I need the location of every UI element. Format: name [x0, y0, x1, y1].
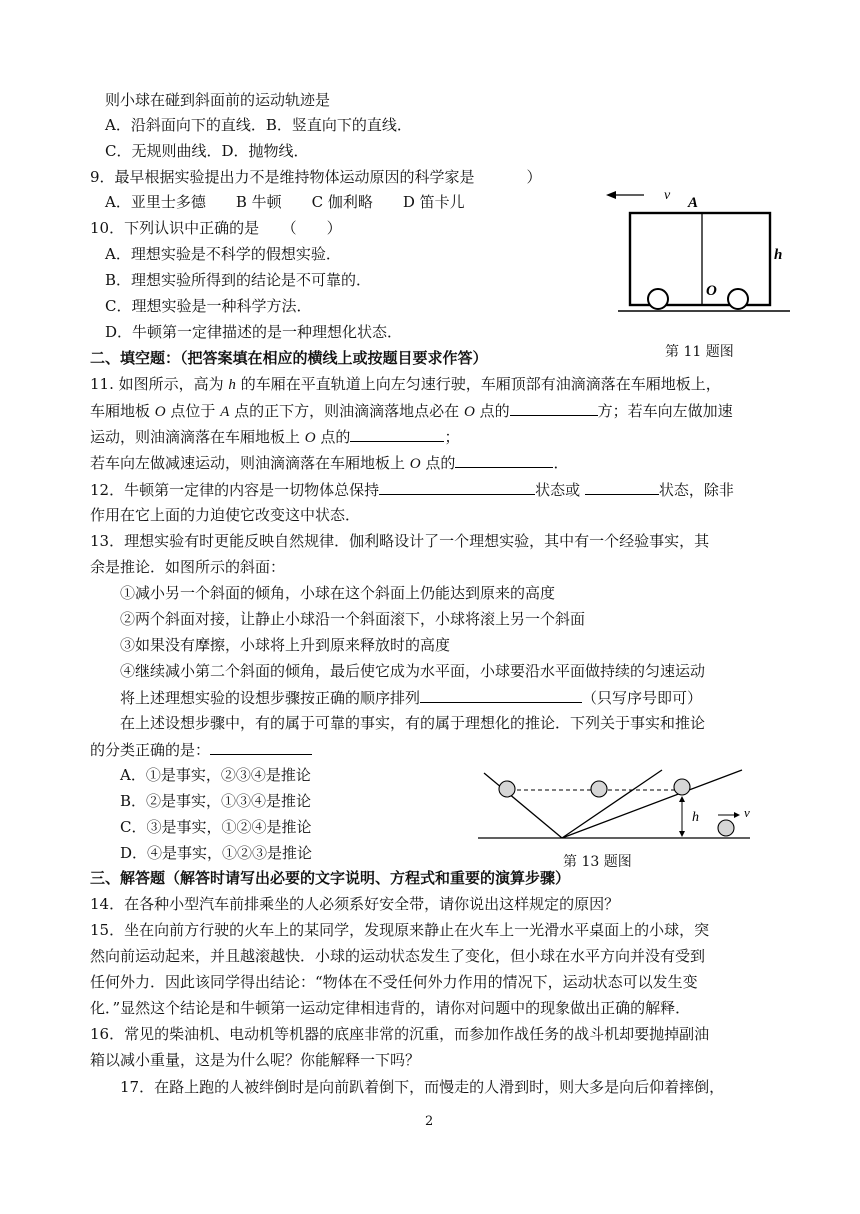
q13-step-2: ②两个斜面对接，让静止小球沿一个斜面滚下，小球将滚上另一个斜面: [120, 610, 586, 628]
q10-option-a: A．理想实验是不科学的假想实验．: [105, 245, 341, 263]
q9-stem: [90, 167, 542, 187]
section-3-heading: 三、解答题（解答时请写出必要的文字说明、方程式和重要的演算步骤）: [90, 869, 571, 887]
answer-blank: [585, 479, 659, 495]
q11-text: 点位于: [170, 402, 216, 420]
var-h: h: [228, 377, 236, 393]
var-O: O: [463, 404, 475, 420]
q13-option-b: B．②是事实，①③④是推论: [120, 792, 312, 810]
q10-option-d: D．牛顿第一定律描述的是一种理想化状态．: [105, 323, 403, 341]
q11-text: 车厢地板: [90, 402, 151, 420]
var-O: O: [154, 404, 166, 420]
velocity-arrow: [606, 191, 644, 199]
q13-option-a: A．①是事实，②③④是推论: [120, 766, 311, 784]
label-A: A: [688, 195, 699, 211]
ball-mid: [591, 781, 607, 797]
right-slope-steep: [562, 770, 662, 838]
figure-13-caption: 第 13 题图: [563, 854, 632, 870]
q11-text: 运动，则油滴滴落在车厢地板上: [90, 428, 301, 446]
q11-text: 11. 如图所示，高为: [90, 375, 224, 393]
q12-text: 12．牛顿第一定律的内容是一切物体总保持: [90, 481, 380, 499]
q8-options-cd: C．无规则曲线．D．抛物线．: [105, 142, 309, 160]
figure-11: [600, 183, 800, 343]
ball-far: [674, 779, 690, 795]
figure-13: [470, 765, 760, 855]
q12-text: 状态，除非: [658, 481, 734, 499]
q17-line1: 17．在路上跑的人被绊倒时是向前趴着倒下，而慢走的人滑到时，则大多是向后仰着摔倒，: [120, 1078, 725, 1096]
answer-blank: [420, 687, 582, 703]
var-A: A: [220, 404, 230, 420]
label-h: h: [692, 810, 699, 825]
q13-text: 将上述理想实验的设想步骤按正确的顺序排列: [120, 689, 421, 707]
label-h: h: [774, 247, 783, 263]
q9-options: A．亚里士多德 B 牛顿 C 伽利略 D 笛卡儿: [105, 193, 465, 211]
q15-line2: 然向前运动起来，并且越滚越快．小球的运动状态发生了变化，但小球在水平方向并没有受到: [90, 947, 706, 965]
answer-blank: [510, 400, 598, 416]
q16-line2: 箱以减小重量，这是为什么呢？你能解释一下吗？: [90, 1051, 421, 1069]
label-v: v: [744, 805, 750, 820]
q11-text: 若车向左做减速运动，则油滴滴落在车厢地板上: [90, 454, 406, 472]
q13-order: [120, 687, 702, 708]
q14: 14．在各种小型汽车前排乘坐的人必须系好安全带，请你说出这样规定的原因？: [90, 895, 620, 913]
var-O: O: [409, 456, 421, 472]
q11-text: 点的: [320, 428, 351, 446]
q13-step-3: ③如果没有摩擦，小球将上升到原来释放时的高度: [120, 636, 451, 654]
right-slope-gentle: [562, 770, 742, 838]
q10-option-c: C．理想实验是一种科学方法．: [105, 297, 312, 315]
q15-line4: 化．”显然这个结论是和牛顿第一运动定律相违背的，请你对问题中的现象做出正确的解释．: [90, 999, 691, 1017]
wheel-left: [648, 289, 668, 309]
q11-text: ；: [444, 428, 460, 446]
q11-text: ．: [553, 454, 569, 472]
q13-classify-1: 在上述设想步骤中，有的属于可靠的事实，有的属于理想化的推论．下列关于事实和推论: [120, 714, 706, 732]
q13-text: 的分类正确的是：: [90, 741, 211, 759]
q16-line1: 16．常见的柴油机、电动机等机器的底座非常的沉重，而参加作战任务的战斗机却要抛掉副油: [90, 1025, 710, 1043]
q11-text: 点的正下方，则油滴滴落地点必在: [234, 402, 460, 420]
figure-11-caption: 第 11 题图: [665, 344, 734, 360]
q11-text: 点的: [425, 454, 456, 472]
q13-option-d: D．④是事实，①②③是推论: [120, 844, 313, 862]
q15-line3: 任何外力．因此该同学得出结论：“物体在不受任何外力作用的情况下，运动状态可以发生变: [90, 973, 698, 991]
page-number: 2: [425, 1114, 434, 1129]
q10-option-b: B．理想实验所得到的结论是不可靠的．: [105, 271, 372, 289]
wheel-right: [728, 289, 748, 309]
velocity-arrow: [718, 812, 740, 818]
q13-step-4: ④继续减小第二个斜面的倾角，最后使它成为水平面，小球要沿水平面做持续的匀速运动: [120, 662, 706, 680]
q12-line2: 作用在它上面的力迫使它改变这中状态．: [90, 506, 361, 524]
q13-classify-2: [90, 739, 312, 760]
q9-text: 9．最早根据实验提出力不是维持物体运动原因的科学家是: [90, 168, 475, 186]
left-slope: [484, 773, 562, 838]
ball-ground: [718, 820, 734, 836]
q12-line1: [90, 479, 734, 500]
q13-line2: 余是推论．如图所示的斜面：: [90, 558, 286, 576]
height-arrow: [679, 796, 685, 837]
q11-line2: [90, 400, 733, 422]
q11-line1: [90, 374, 721, 395]
q11-text: 方；若车向左做加速: [597, 402, 733, 420]
q11-text: 的车厢在平直轨道上向左匀速行驶，车厢顶部有油滴滴落在车厢地板上，: [240, 375, 721, 393]
q8-stem-cont: 则小球在碰到斜面前的运动轨迹是: [105, 91, 331, 109]
q13-step-1: ①减小另一个斜面的倾角，小球在这个斜面上仍能达到原来的高度: [120, 584, 556, 602]
section-2-heading: 二、填空题：（把答案填在相应的横线上或按题目要求作答）: [90, 349, 488, 367]
q13-text: （只写序号即可）: [582, 689, 703, 707]
q8-options-ab: A．沿斜面向下的直线．B．竖直向下的直线．: [105, 116, 412, 134]
q13-line1: 13．理想实验有时更能反映自然规律．伽利略设计了一个理想实验，其中有一个经验事实，其: [90, 532, 710, 550]
answer-blank: [455, 452, 553, 468]
q13-option-c: C．③是事实，①②④是推论: [120, 818, 312, 836]
q15-line1: 15．坐在向前方行驶的火车上的某同学，发现原来静止在火车上一光滑水平桌面上的小球，突: [90, 921, 710, 939]
ball-start: [499, 781, 515, 797]
label-v: v: [664, 188, 671, 203]
q12-text: 状态或: [535, 481, 581, 499]
answer-blank: [210, 739, 312, 755]
q9-paren: ）: [526, 168, 542, 186]
q11-text: 点的: [479, 402, 510, 420]
answer-blank: [379, 479, 535, 495]
q11-line4: [90, 452, 568, 474]
label-O: O: [706, 283, 717, 299]
q11-line3: [90, 426, 459, 448]
var-O: O: [304, 430, 316, 446]
q10-stem: 10．下列认识中正确的是 （ ）: [90, 219, 342, 237]
answer-blank: [350, 426, 444, 442]
